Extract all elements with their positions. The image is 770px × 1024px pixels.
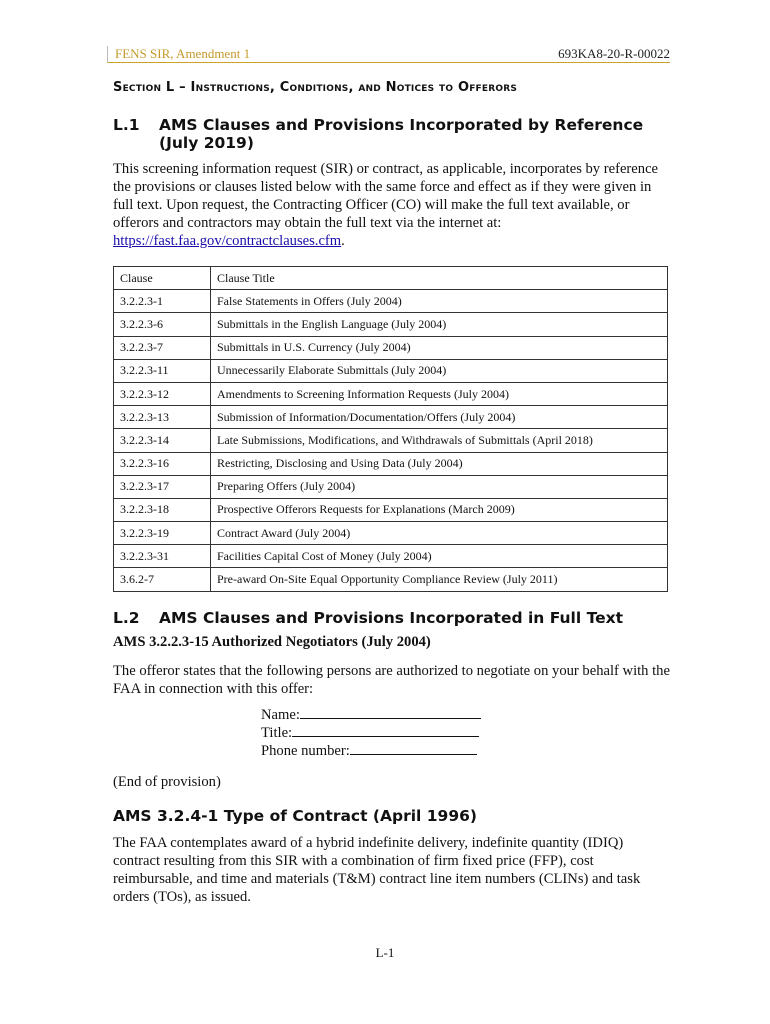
page-number: L-1 — [375, 945, 395, 960]
clause-title: Late Submissions, Modifications, and Withdrawals of Submittals (April 2018) — [211, 429, 668, 452]
table-row — [114, 452, 668, 475]
clause-title: Amendments to Screening Information Requests (July 2004) — [211, 382, 668, 405]
clause-title: Contract Award (July 2004) — [211, 522, 668, 545]
type-of-contract-body: The FAA contemplates award of a hybrid indefinite delivery, indefinite quantity (IDIQ) contract resulting from this SIR with a combination of firm fixed price (FFP), cost reimbursable, and time and materials (T&M) contract line item numbers (CLINs) and task orders (TOs), as issued. — [113, 835, 641, 905]
l1-title: AMS Clauses and Provisions Incorporated by Reference (July 2019) — [159, 116, 644, 152]
name-blank[interactable] — [300, 704, 481, 719]
table-row — [114, 336, 668, 359]
table-row — [114, 475, 668, 498]
table-row — [114, 359, 668, 382]
header-amendment: FENS SIR, Amendment 1 — [115, 46, 251, 61]
column-header-title: Clause Title — [211, 267, 668, 290]
table-row — [114, 313, 668, 336]
authorized-negotiators-heading: AMS 3.2.2.3-15 Authorized Negotiators (July 2004) — [113, 634, 431, 650]
clause-title: Submittals in the English Language (July 2004) — [211, 313, 668, 336]
title-blank[interactable] — [292, 722, 479, 737]
clause-number: 3.2.2.3-16 — [114, 452, 211, 475]
clause-number: 3.2.2.3-18 — [114, 498, 211, 521]
l1-body-suffix: . — [341, 233, 345, 249]
clause-title: Facilities Capital Cost of Money (July 2004) — [211, 545, 668, 568]
table-row — [114, 498, 668, 521]
clause-number: 3.2.2.3-6 — [114, 313, 211, 336]
clause-title: Pre-award On-Site Equal Opportunity Compliance Review (July 2011) — [211, 568, 668, 591]
name-label: Name: — [261, 707, 300, 723]
clause-title: Prospective Offerors Requests for Explanations (March 2009) — [211, 498, 668, 521]
clause-title: Restricting, Disclosing and Using Data (July 2004) — [211, 452, 668, 475]
table-row — [114, 429, 668, 452]
table-row — [114, 522, 668, 545]
title-label: Title: — [261, 725, 293, 741]
type-of-contract-heading: AMS 3.2.4-1 Type of Contract (April 1996) — [113, 807, 477, 825]
clause-number: 3.2.2.3-12 — [114, 382, 211, 405]
clause-number: 3.2.2.3-31 — [114, 545, 211, 568]
end-of-provision: (End of provision) — [113, 774, 221, 790]
clause-title: Preparing Offers (July 2004) — [211, 475, 668, 498]
clause-number: 3.2.2.3-11 — [114, 359, 211, 382]
authorized-negotiators-body: The offeror states that the following persons are authorized to negotiate on your behalf with the FAA in connection with this offer: — [113, 663, 670, 697]
l1-body — [113, 160, 673, 250]
clauses-link[interactable]: https://fast.faa.gov/contractclauses.cfm — [113, 233, 342, 249]
table-row — [114, 382, 668, 405]
table-row — [114, 568, 668, 591]
column-header-clause: Clause — [114, 267, 211, 290]
clause-number: 3.2.2.3-1 — [114, 290, 211, 313]
clause-number: 3.2.2.3-13 — [114, 406, 211, 429]
name-line — [261, 704, 481, 724]
phone-line — [261, 740, 477, 760]
clauses-table — [113, 266, 668, 592]
clause-title: Unnecessarily Elaborate Submittals (July 2004) — [211, 359, 668, 382]
clause-title: False Statements in Offers (July 2004) — [211, 290, 668, 313]
clause-number: 3.2.2.3-7 — [114, 336, 211, 359]
clause-number: 3.2.2.3-17 — [114, 475, 211, 498]
phone-blank[interactable] — [350, 740, 477, 755]
l2-title: AMS Clauses and Provisions Incorporated in Full Text — [159, 609, 624, 627]
title-line — [261, 722, 479, 742]
table-header-row — [114, 267, 668, 290]
clause-number: 3.6.2-7 — [114, 568, 211, 591]
phone-label: Phone number: — [261, 743, 350, 759]
page-header — [107, 46, 670, 63]
clause-number: 3.2.2.3-19 — [114, 522, 211, 545]
table-row — [114, 290, 668, 313]
l1-number: L.1 — [113, 116, 140, 134]
l1-body-text: This screening information request (SIR) or contract, as applicable, incorporates by reference the provisions or clauses listed below with the same force and effect as if they were given in full text. Upon request, the Contracting Officer (CO) will make the full text available, or offerors and contractors may obtain the full text via the internet at: — [113, 161, 659, 231]
l2-number: L.2 — [113, 609, 140, 627]
table-row — [114, 406, 668, 429]
clause-title: Submittals in U.S. Currency (July 2004) — [211, 336, 668, 359]
table-row — [114, 545, 668, 568]
clause-number: 3.2.2.3-14 — [114, 429, 211, 452]
clause-title: Submission of Information/Documentation/Offers (July 2004) — [211, 406, 668, 429]
header-solicitation-number: 693KA8-20-R-00022 — [558, 46, 670, 61]
section-title: Section L – Instructions, Conditions, and Notices to Offerors — [113, 80, 518, 95]
